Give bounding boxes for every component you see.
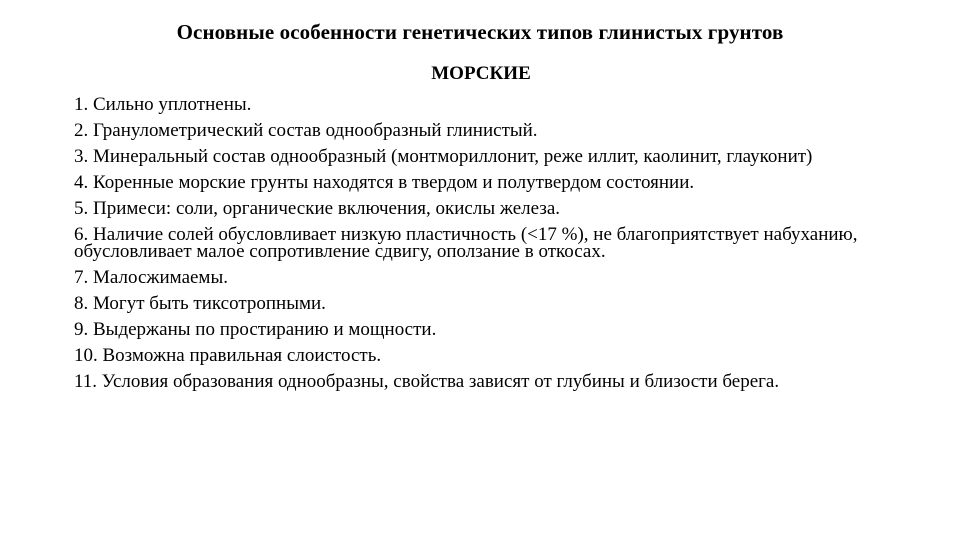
list-item: 3. Минеральный состав однообразный (монтмориллонит, реже иллит, каолинит, глауконит) bbox=[74, 146, 813, 167]
features-list bbox=[74, 92, 904, 395]
list-item: 7. Малосжимаемы. bbox=[74, 267, 228, 288]
list-item: 1. Сильно уплотнены. bbox=[74, 94, 252, 115]
list-item: 6. Наличие солей обусловливает низкую пластичность (<17 %), не благоприятствует набуханию, обусловливает малое сопротивление сдвигу, оползание в откосах. bbox=[74, 224, 858, 262]
list-item: 5. Примеси: соли, органические включения, окислы железа. bbox=[74, 198, 561, 219]
list-item: 9. Выдержаны по простиранию и мощности. bbox=[74, 319, 437, 340]
section-heading: МОРСКИЕ bbox=[431, 63, 531, 84]
list-item: 8. Могут быть тиксотропными. bbox=[74, 293, 326, 314]
list-item: 10. Возможна правильная слоистость. bbox=[74, 345, 382, 366]
page-title: Основные особенности генетических типов глинистых грунтов bbox=[176, 20, 784, 44]
list-item: 11. Условия образования однообразны, свойства зависят от глубины и близости берега. bbox=[74, 371, 780, 392]
list-item: 4. Коренные морские грунты находятся в твердом и полутвердом состоянии. bbox=[74, 172, 695, 193]
list-item: 2. Гранулометрический состав однообразный глинистый. bbox=[74, 120, 538, 141]
